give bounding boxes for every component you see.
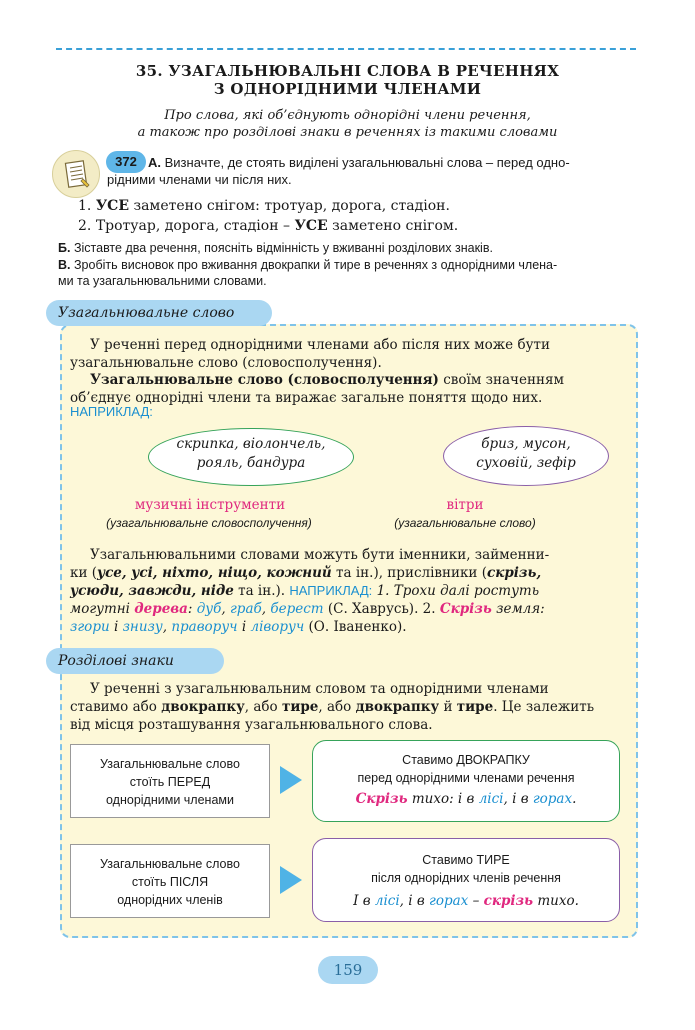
- rule-paragraph-2: [70, 371, 622, 407]
- punct-bold: двокрапку: [161, 699, 245, 715]
- p3-example: 1. Трохи далі ростуть: [372, 583, 540, 599]
- p3-example: :: [187, 601, 197, 617]
- arrow-right-icon: [280, 766, 302, 794]
- bubble-line: суховій, зефір: [476, 455, 576, 471]
- example-sentences: [78, 196, 458, 236]
- p3-homogeneous: праворуч: [171, 619, 238, 635]
- sentence-bold: УСЕ: [294, 218, 328, 234]
- p3-homogeneous: дуб: [196, 601, 222, 617]
- p2-line-2: об’єднує однорідні члени та виражає загальне поняття щодо них.: [70, 390, 543, 406]
- bubble-line: бриз, мусон,: [481, 436, 571, 452]
- rule2-example: [313, 892, 619, 910]
- rule-line: стоїть ПІСЛЯ: [131, 875, 209, 889]
- p3-homogeneous: ліворуч: [250, 619, 305, 635]
- rule1-result: [312, 740, 620, 822]
- subtitle-line-1: Про слова, які об’єднують однорідні члени речення,: [164, 108, 531, 123]
- rule2-result: [312, 838, 620, 922]
- p2-rest: своїм значенням: [438, 372, 564, 388]
- p3-adverb: скрізь,: [487, 565, 542, 581]
- task-a-text: Визначте, де стоять виділені узагальнювальні слова – перед одно-: [164, 155, 570, 170]
- example-label: НАПРИКЛАД:: [70, 404, 153, 419]
- rule-line: Узагальнювальне слово: [100, 857, 240, 871]
- p3-example: і: [237, 619, 251, 635]
- p3-homogeneous: берест: [270, 601, 324, 617]
- exercise-number: 372: [106, 151, 146, 173]
- p3-example: земля:: [491, 601, 545, 617]
- top-divider: [56, 48, 636, 50]
- p3-author: (О. Іваненко).: [304, 619, 407, 635]
- punct-text: , або: [244, 699, 282, 715]
- ex-text: тихо.: [533, 893, 579, 909]
- page-title: [60, 62, 635, 98]
- p3-text: та ін.).: [233, 583, 290, 599]
- ex-text: –: [468, 893, 484, 909]
- sentence-start: Тротуар, дорога, стадіон –: [95, 218, 295, 234]
- p3-line-3: [70, 582, 622, 600]
- p3-homogeneous: граб: [229, 601, 262, 617]
- task-a-label: А.: [148, 155, 161, 170]
- p3-line-4: [70, 600, 622, 618]
- punct-bold: двокрапку: [355, 699, 440, 715]
- note-phrase: (узагальнювальне словосполучення): [106, 516, 312, 530]
- punct-line-3: від місця розташування узагальнювального слова.: [70, 717, 433, 733]
- sentence-num: 2.: [78, 218, 92, 234]
- p3-example: ,: [162, 619, 172, 635]
- category-instruments: музичні інструменти: [134, 497, 286, 513]
- rule-line: однорідними членами: [106, 793, 234, 807]
- exercise-task-v-cont: ми та узагальнювальними словами.: [58, 274, 267, 288]
- p3-line-1: Узагальнювальними словами можуть бути іменники, займенни-: [90, 547, 550, 563]
- rule-line: Ставимо ТИРЕ: [422, 853, 510, 867]
- bubble-line: рояль, бандура: [196, 455, 306, 471]
- bubble-winds: [443, 426, 609, 486]
- rule-paragraph-3: [70, 546, 622, 636]
- p3-generalizing-word: дерева: [134, 601, 188, 617]
- rule-line: Узагальнювальне слово: [100, 757, 240, 771]
- p2-bold: Узагальнювальне слово (словосполучення): [90, 372, 439, 388]
- section-tab-generalizing-word: Узагальнювальне слово: [46, 300, 272, 326]
- p1-line-1: У реченні перед однорідними членами або після них може бути: [90, 337, 550, 353]
- ex-text: І в: [353, 893, 375, 909]
- page-number: 159: [318, 956, 378, 984]
- title-line-1: 35. УЗАГАЛЬНЮВАЛЬНІ СЛОВА В РЕЧЕННЯХ: [135, 62, 560, 80]
- ex-text: .: [572, 791, 577, 807]
- punctuation-paragraph: [70, 680, 622, 734]
- p3-example: ,: [261, 601, 271, 617]
- p3-example: і: [109, 619, 123, 635]
- exercise-task-v: [58, 257, 643, 273]
- ex-homogeneous: горах: [429, 893, 469, 909]
- rule-line: стоїть ПЕРЕД: [129, 775, 211, 789]
- bubble-line: скрипка, віолончель,: [176, 436, 326, 452]
- task-b-label: Б.: [58, 241, 71, 255]
- rule2-condition: [70, 844, 270, 918]
- notebook-icon: [52, 150, 100, 198]
- p3-example: ,: [221, 601, 230, 617]
- sentence-1: [78, 196, 458, 216]
- exercise-task-b: [58, 240, 643, 256]
- sentence-rest: заметено снігом: тротуар, дорога, стадіон.: [129, 198, 450, 214]
- rule1-example: [313, 790, 619, 808]
- p3-pronouns: усе, усі, ніхто, ніщо, кожний: [97, 565, 332, 581]
- punct-text: ставимо або: [70, 699, 162, 715]
- section-tab-punctuation: Розділові знаки: [46, 648, 224, 674]
- arrow-right-icon: [280, 866, 302, 894]
- sentence-rest: заметено снігом.: [327, 218, 459, 234]
- p3-homogeneous: згори: [70, 619, 110, 635]
- rule-line: однорідних членів: [117, 893, 223, 907]
- punct-text: . Це залежить: [493, 699, 595, 715]
- p3-text: ки (: [70, 565, 97, 581]
- p3-line-2: [70, 564, 622, 582]
- p3-line-5: [70, 618, 622, 636]
- ex-homogeneous: горах: [532, 791, 573, 807]
- subtitle-line-2: а також про розділові знаки в реченнях із такими словами: [137, 125, 558, 140]
- title-line-2: З ОДНОРІДНИМИ ЧЛЕНАМИ: [213, 80, 482, 98]
- punct-line-2: [70, 698, 622, 716]
- task-v-label: В.: [58, 258, 71, 272]
- sentence-num: 1.: [78, 198, 92, 214]
- p3-text: та ін.), прислівники (: [331, 565, 487, 581]
- ex-homogeneous: лісі: [478, 791, 504, 807]
- ex-generalizing: Скрізь: [355, 791, 408, 807]
- ex-text: , і в: [399, 893, 430, 909]
- p1-line-2: узагальнювальне слово (словосполучення).: [70, 355, 382, 371]
- note-word: (узагальнювальне слово): [394, 516, 536, 530]
- p3-generalizing-word: Скрізь: [439, 601, 492, 617]
- rule-line: перед однорідними членами речення: [357, 771, 575, 785]
- page-subtitle: [60, 107, 635, 141]
- sentence-bold: УСЕ: [95, 198, 129, 214]
- rule-line: після однорідних членів речення: [371, 871, 561, 885]
- ex-text: тихо: і в: [407, 791, 479, 807]
- bubble-instruments: [148, 428, 354, 486]
- punct-line-1: У реченні з узагальнювальним словом та однорідними членами: [90, 681, 549, 697]
- rule-line: Ставимо ДВОКРАПКУ: [402, 753, 530, 767]
- rule1-condition: [70, 744, 270, 818]
- punct-text: , або: [318, 699, 356, 715]
- task-v-text: Зробіть висновок про вживання двокрапки й тире в реченнях з однорідними члена-: [73, 258, 558, 272]
- punct-text: й: [439, 699, 457, 715]
- p3-author: (С. Хаврусь). 2.: [323, 601, 440, 617]
- p3-adverbs: усюди, завжди, ніде: [70, 583, 234, 599]
- p3-homogeneous: знизу: [122, 619, 163, 635]
- category-winds: вітри: [446, 497, 484, 513]
- p3-example: могутні: [70, 601, 135, 617]
- ex-homogeneous: лісі: [374, 893, 400, 909]
- punct-bold: тире: [281, 699, 319, 715]
- p3-example-label: НАПРИКЛАД:: [289, 583, 373, 598]
- exercise-task-a: [148, 154, 638, 171]
- ex-generalizing: скрізь: [483, 893, 534, 909]
- rule-paragraph-1: [70, 336, 622, 372]
- exercise-task-a-cont: рідними членами чи після них.: [107, 172, 292, 187]
- ex-text: , і в: [503, 791, 533, 807]
- punct-bold: тире: [456, 699, 494, 715]
- sentence-2: [78, 216, 458, 236]
- task-b-text: Зіставте два речення, поясніть відмінність у вживанні розділових знаків.: [73, 241, 493, 255]
